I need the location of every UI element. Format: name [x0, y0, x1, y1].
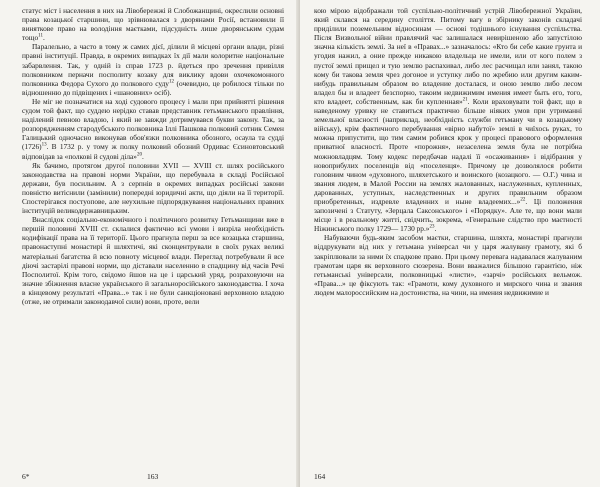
left-paragraph-3: Не міг не позначатися на ході судового процесу і мали при прийнятті рішення судом той факт, що суддею нерідко ставав представник гетьманського правління, наділений певною владою, і який не завжди дотримувався букви закону. Так, за розпорядженням стародубського полковника Іллі Пашкова полковий сотник Семен Галицький одночасно виконував обов'язки полковника обозного, осаула та судді $(1726)^{13}$. В 1732 р. у тому ж полку полковий обозний Ордивас Єсиновтовський відповідав за «полкові й судові діла»$^{20}$.: [22, 96, 284, 161]
left-paragraph-1: статус міст і населення в них на Лівобережжі й Слобожанщині, окреслили основні права козацької старшини, що зрівнювалася з дворянами Росії, встановили її виняткове право на володіння маєтками, підсудність лише дворянським судам тощо$^{11}$.: [22, 6, 284, 43]
left-paragraph-2: Паралельно, а часто в тому ж самих дієї, ділили й місцеві органи влади, різні правні інституції. Правда, в окремих випадках їх дії мали колоритне національне забарвлення. Так, у одній із справ 1723 р. йдеться про зречення привілля полковником перначи посполиту козаку для виклику вдови охочекомонного полковника Федора Сухого до полкового суду$^{12}$ (очевидно, це робилося тільки по відношенню до підвіщених і «шановних» осіб).: [22, 42, 284, 97]
right-page-text: [314, 6, 582, 297]
printer-signature-mark: 6*: [22, 472, 30, 481]
right-paragraph-1: кою мірою відображали той суспільно-політичний устрій Лівобережної України, який склався на середину століття. Питому вагу в збірнику законів складачі приділили поземельним відносинам — основі тодішнього існування суспільства. Після Визвольної війни правлячий час залишалася невирішеною або запустілою значна кількість землі. За неї в «Правах...» зазначалось: «Кто би себе какие грунта и угодия нажил, а оние прежде никакою владельца не имели, или от кого полем з пустої землі прищел и тую землю распахивал, либо лес расчищал или занял, такою кому би такова земля чрез догоное и уступку либо по жребию или другим каким-нибудь правильным образом во владение досталася, и оною землю либо лесом владел бы и владеет безспорно, такоим недвижимим имения имеет быть его, того, кто владеет, собственным, как би купленная»$^{21}$. Коли враховувати той факт, що в наведеному уривку не ставиться практично більше ніяких умов при утриманні земельної власності (наприклад, необхідність служби гетьману чи в козацькому війську), крім фактичного перебування «вірно набутої» землі в чиїхось руках, то можна припустити, що тим самим робився крок у процесі правового оформлення приватної власності. Проте «порожня», незаселена земля була не потрібна можновладцям. Тому кодекс передбачав надалі її «осаживання» і відібрання у новоприбулих поселенців від «поселенця». Причому це дозволялося робити головним чином «духовного, шляхетського и воинского (козацкого. — О.Г.) чина и звания людем, в Малой России на землях жалованных, наслуженных, купленных, дарованных, уступных, наследственных и других правильним образом приобретенных, издревле владенних и ныне владеемих...»$^{22}$. Ці положення запозичені з Статуту, «Зерцала Саксонського» і «Порядку». Але те, що вони мали місце і в реальному житті, свідчить, зокрема, «Генеральне слідство про маєтності Ніжинського полку 1729— 1730 рр.»$^{23}$.: [314, 6, 582, 234]
left-page-number: 163: [147, 472, 159, 481]
left-page-text: [22, 6, 284, 306]
right-page-number: 164: [314, 472, 326, 481]
right-paragraph-2: Набуваючи будь-яким засобом маєтки, старшина, шляхта, монастирі прагнули віддрукувати від них у гетьмана універсал чи у царя жалувану грамоту, які б закріплювали за ними їх спадкове право. При цьому перевага надавалася жалуваним грамотам царя як верховного сюзерена. Вони вважалися більшою гарантією, ніж гетьманські універсали, полковницькі «листи», «зарчі» російських вельмож. «Права...» це фіксують так: «Грамоти, кому духовного и мирского чина и звания людем малороссийским на достоинства, на чини, на имения недвижимие и: [314, 233, 582, 297]
right-page: [300, 0, 600, 487]
left-paragraph-4: Як бачимо, протягом другої половини XVII — XVIII ст. шлях російського законодавства на правові норми України, що перебувала в складі Російської держави, був посильним. А з серпнів в окремих випадках російські закони повністю витіснили (замінили) попередні юридичні акти, що діяли на її території. Спостерігався постуопове, але неухильне підпорядкування національних правних інституцій великодержавницьким.: [22, 160, 284, 216]
left-paragraph-5: Внаслідок соціально-економічного і політичного розвитку Гетьманщини вже в першій половині XVIII ст. склалися фактично всі умови і визріла необхідність кодифікації права на її території. Цього прагнула перш за все козацька старшина, правонаступні монастирі й шляхтичі, які сконцентрували в своїх руках великі матеріальні багатства й всю повноту місцевої влади. Переглад потребували й все діючі застарілі правові норми, що діставали населенню в спадщину від часів Речі Посполитої. Крім того, свідомо йшов на це і царський уряд, розраховуючи на значне збіжнення власне українського й загальноросійського законодавства. І хоча в кінцевому результаті «Права...» так і не були санкціоновані верховною владою (отже, не отримали законодавчої сили) вони, проте, вели: [22, 215, 284, 306]
